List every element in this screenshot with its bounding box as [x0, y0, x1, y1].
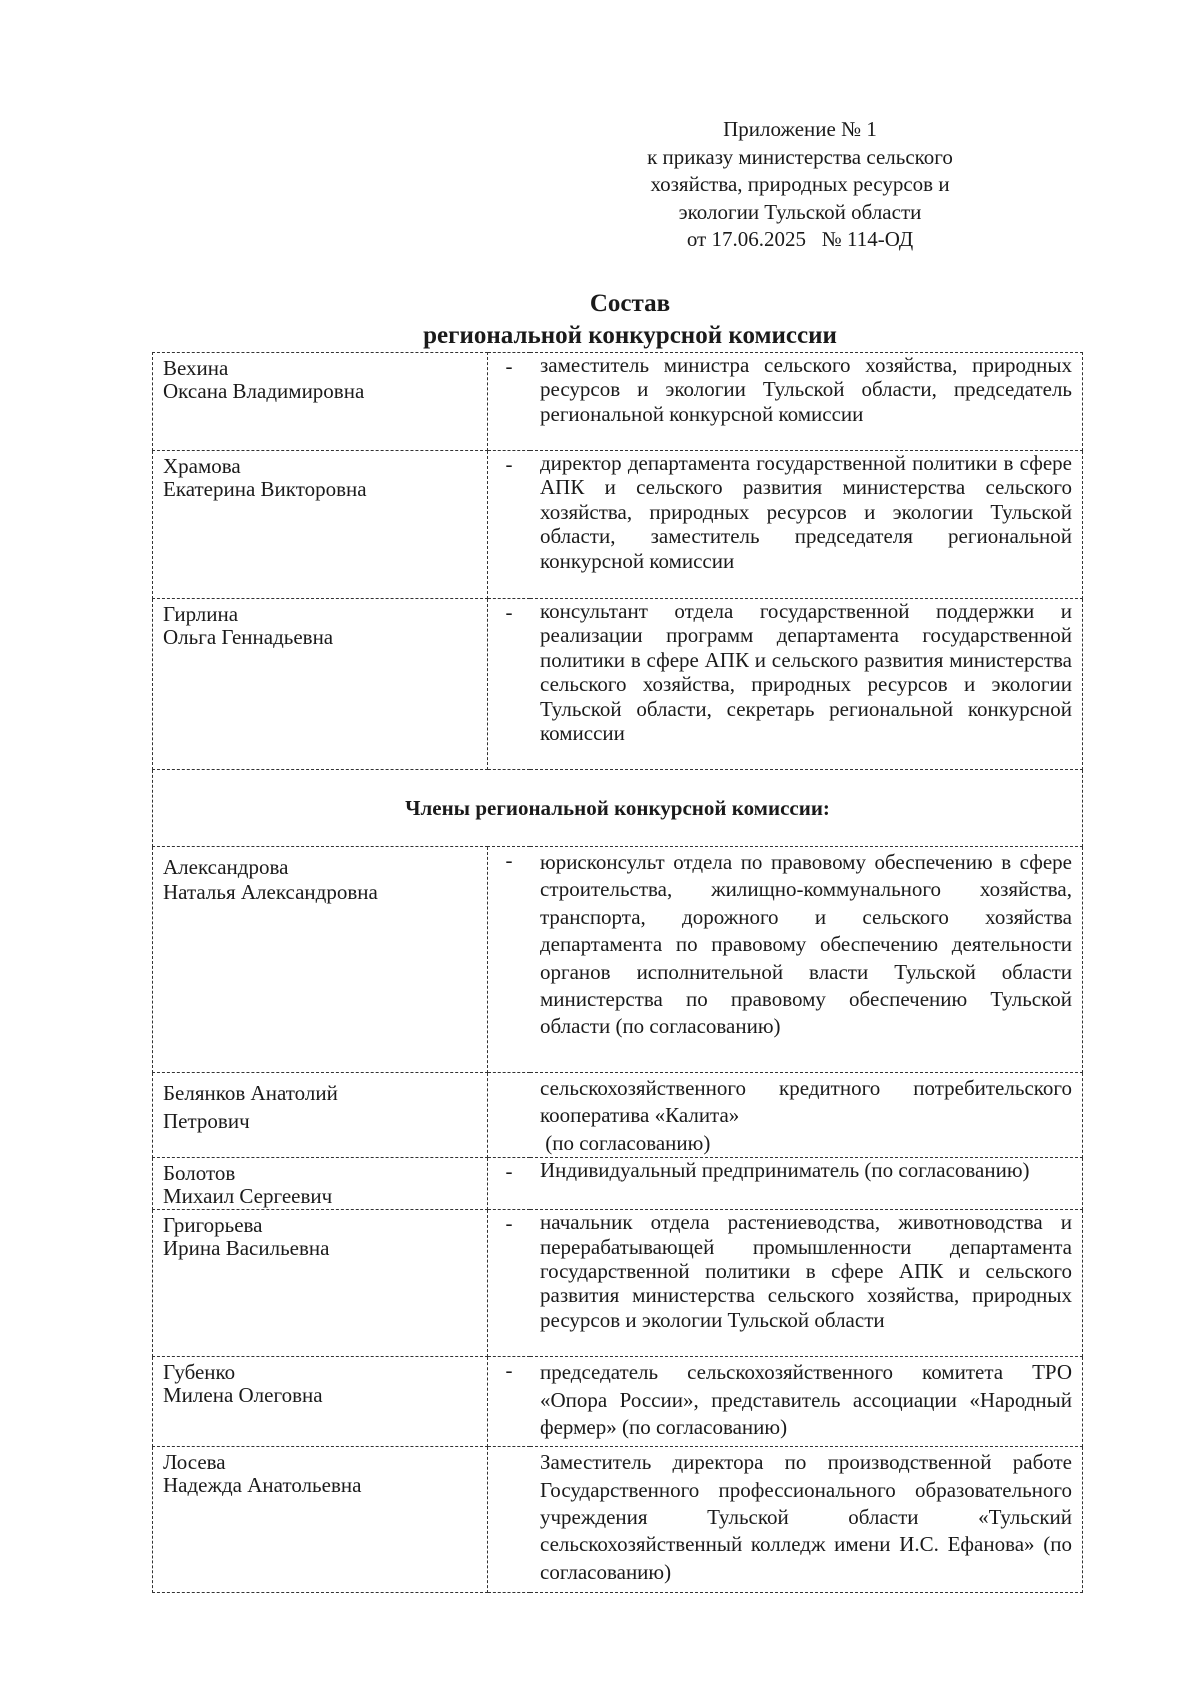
member-name	[153, 1357, 488, 1447]
dash-separator	[488, 1073, 531, 1158]
header-line: хозяйства, природных ресурсов и	[650, 172, 950, 196]
member-role: консультант отдела государственной поддержки и реализации программ департамента государственной политики в сфере АПК и сельского развития министерства сельского хозяйства, природных ресурсов и экологии Тульской области, секретарь региональной конкурсной комиссии	[530, 599, 1083, 770]
member-role: начальник отдела растениеводства, животноводства и перерабатывающей промышленности департамента государственной политики в сфере АПК и сельского развития министерства сельского хозяйства, природных ресурсов и экологии Тульской области	[530, 1210, 1083, 1357]
header-line: к приказу министерства сельского	[647, 144, 953, 169]
table-row	[153, 1447, 1083, 1593]
member-role: председатель сельскохозяйственного комитета ТРО «Опора России», представитель ассоциации «Народный фермер» (по согласованию)	[530, 1357, 1083, 1447]
dash-separator: -	[488, 1357, 531, 1447]
member-surname: Храмова	[163, 454, 241, 478]
member-role-text: сельскохозяйственного кредитного потребительского кооператива «Калита»	[540, 1076, 1072, 1128]
dash-separator: -	[488, 1210, 531, 1357]
commission-table	[152, 352, 1083, 1593]
dash-separator: -	[488, 1158, 531, 1210]
member-name	[153, 847, 488, 1073]
member-role: Индивидуальный предприниматель (по согласованию)	[530, 1158, 1083, 1210]
member-role-note: (по согласованию)	[540, 1130, 711, 1155]
table-row	[153, 353, 1083, 451]
member-name	[153, 599, 488, 770]
dash-separator: -	[488, 353, 531, 451]
dash-separator: -	[488, 599, 531, 770]
appendix-header	[590, 116, 1010, 254]
member-given-name: Наталья Александровна	[163, 880, 378, 904]
member-role: заместитель министра сельского хозяйства, природных ресурсов и экологии Тульской области, председатель региональной конкурсной комиссии	[530, 353, 1083, 451]
member-name	[153, 353, 488, 451]
member-role: Заместитель директора по производственной работе Государственного профессионального образовательного учреждения Тульской области «Тульский сельскохозяйственный колледж имени И.С. Ефанова» (по согласованию)	[530, 1447, 1083, 1593]
member-given-name: Михаил Сергеевич	[163, 1184, 333, 1209]
member-surname: Лосева	[163, 1450, 226, 1475]
member-given-name: Оксана Владимировна	[163, 379, 365, 403]
header-line: Приложение № 1	[723, 117, 877, 141]
member-surname: Белянков Анатолий	[163, 1081, 338, 1105]
member-surname: Болотов	[163, 1161, 236, 1186]
header-line: экологии Тульской области	[678, 199, 922, 224]
member-name	[153, 1073, 488, 1158]
document-subtitle: региональной конкурсной комиссии	[423, 322, 837, 349]
member-name	[153, 1447, 488, 1593]
member-role	[530, 1073, 1083, 1158]
member-surname: Губенко	[163, 1360, 236, 1385]
table-row	[153, 847, 1083, 1073]
member-surname: Вехина	[163, 356, 229, 380]
header-line: от 17.06.2025 № 114-ОД	[686, 227, 914, 251]
member-name	[153, 1158, 488, 1210]
table-row	[153, 599, 1083, 770]
dash-separator	[488, 1447, 531, 1593]
member-role: директор департамента государственной политики в сфере АПК и сельского развития министерства сельского хозяйства, природных ресурсов и экологии Тульской области, заместитель председателя региональной конкурсной комиссии	[530, 451, 1083, 599]
member-role: юрисконсульт отдела по правовому обеспечению в сфере строительства, жилищно-коммунального хозяйства, транспорта, дорожного и сельского хозяйства департамента по правовому обеспечению деятельности органов исполнительной власти Тульской области министерства по правовому обеспечению Тульской области (по согласованию)	[530, 847, 1083, 1073]
document-title: Состав	[589, 290, 671, 317]
member-surname: Гирлина	[163, 602, 239, 626]
table-row	[153, 770, 1083, 847]
member-name	[153, 451, 488, 599]
member-given-name: Ирина Васильевна	[163, 1236, 330, 1261]
table-row	[153, 1073, 1083, 1158]
member-given-name: Екатерина Викторовна	[163, 477, 367, 501]
member-surname: Александрова	[163, 855, 289, 879]
table-row	[153, 451, 1083, 599]
member-given-name: Ольга Геннадьевна	[163, 625, 334, 649]
table-row	[153, 1210, 1083, 1357]
dash-separator: -	[488, 451, 531, 599]
table-row	[153, 1357, 1083, 1447]
member-surname: Григорьева	[163, 1213, 263, 1238]
member-given-name: Петрович	[163, 1109, 250, 1133]
members-section-heading: Члены региональной конкурсной комиссии:	[153, 770, 1083, 847]
dash-separator: -	[488, 847, 531, 1073]
member-given-name: Надежда Анатольевна	[163, 1473, 362, 1498]
member-given-name: Милена Олеговна	[163, 1383, 323, 1408]
table-row	[153, 1158, 1083, 1210]
member-name	[153, 1210, 488, 1357]
